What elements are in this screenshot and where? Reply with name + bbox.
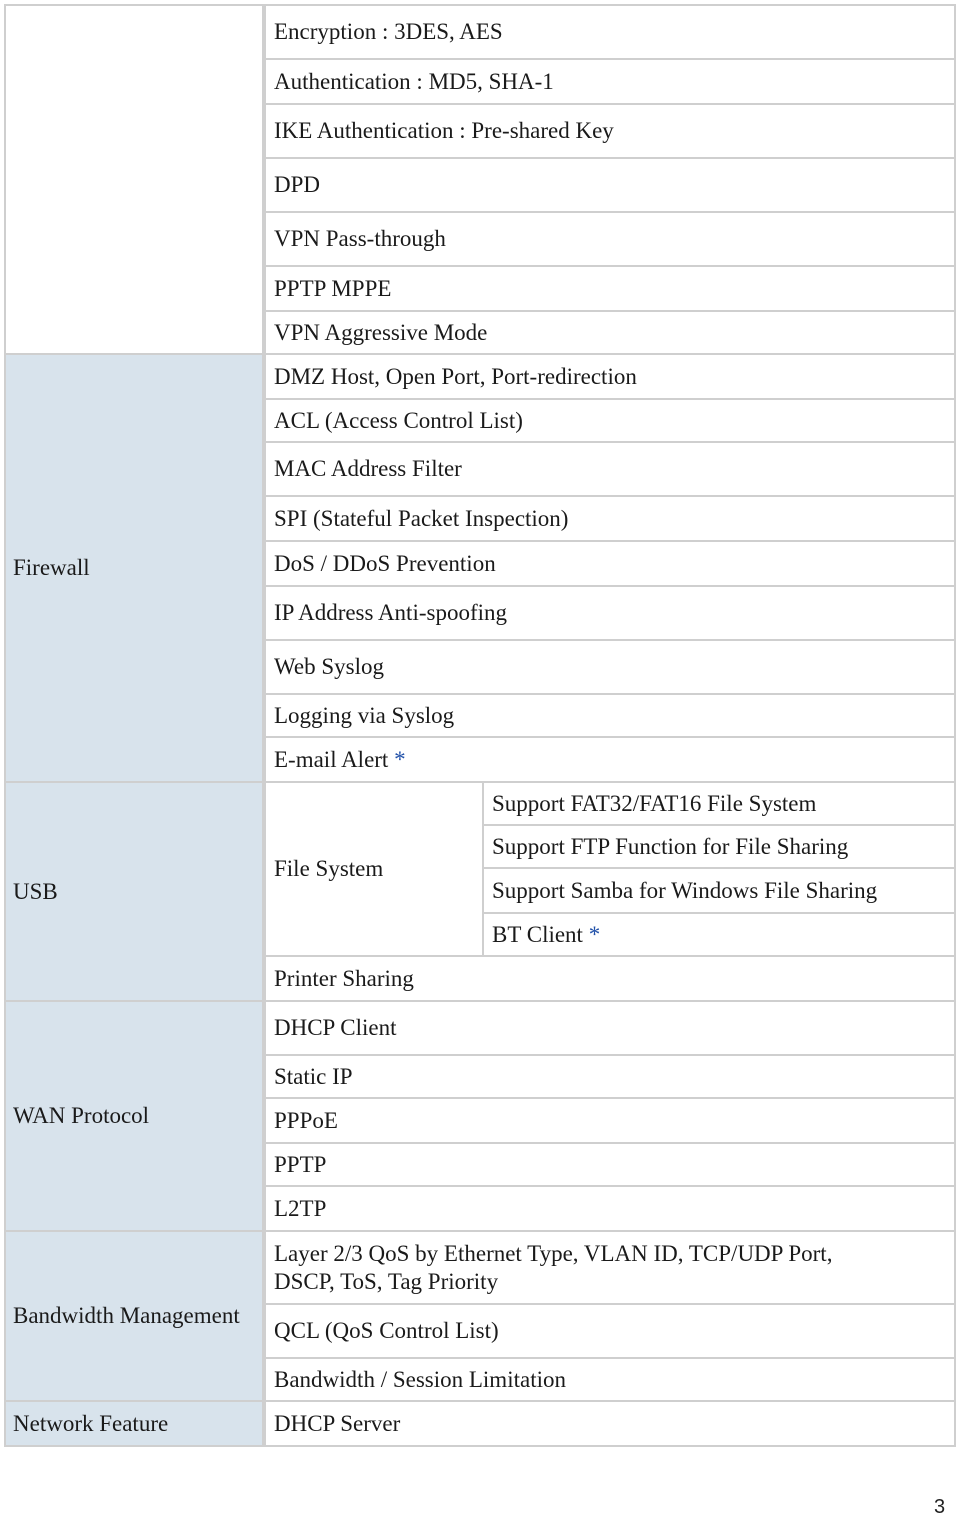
usb-feature-row: Support Samba for Windows File Sharing	[482, 867, 956, 914]
feature-row: MAC Address Filter	[264, 441, 956, 497]
feature-row: Logging via Syslog	[264, 693, 956, 738]
feature-row: ACL (Access Control List)	[264, 398, 956, 443]
category-label: Firewall	[13, 555, 90, 580]
feature-row: E-mail Alert *	[264, 736, 956, 783]
footnote-asterisk: *	[588, 921, 601, 947]
feature-row: SPI (Stateful Packet Inspection)	[264, 495, 956, 542]
category-label: WAN Protocol	[13, 1103, 150, 1128]
feature-row: DMZ Host, Open Port, Port-redirection	[264, 353, 956, 400]
feature-row: IP Address Anti-spoofing	[264, 585, 956, 641]
category-network-feature	[4, 1400, 264, 1447]
category-firewall	[4, 353, 264, 783]
vpn-category-cell	[4, 4, 264, 355]
category-bandwidth-management	[4, 1230, 264, 1402]
feature-row: L2TP	[264, 1185, 956, 1232]
feature-row: VPN Pass-through	[264, 211, 956, 267]
feature-row: DHCP Client	[264, 1000, 956, 1056]
category-wan-protocol	[4, 1000, 264, 1232]
feature-row: Web Syslog	[264, 639, 956, 695]
feature-row: Printer Sharing	[264, 955, 956, 1002]
feature-row: Bandwidth / Session Limitation	[264, 1357, 956, 1402]
feature-row: DHCP Server	[264, 1400, 956, 1447]
feature-row: Layer 2/3 QoS by Ethernet Type, VLAN ID, TCP/UDP Port, DSCP, ToS, Tag Priority	[264, 1230, 956, 1305]
usb-feature-row: Support FAT32/FAT16 File System	[482, 781, 956, 826]
feature-row: PPTP	[264, 1142, 956, 1187]
feature-row: Static IP	[264, 1054, 956, 1099]
usb-feature-row: Support FTP Function for File Sharing	[482, 824, 956, 869]
usb-feature-row: BT Client *	[482, 912, 956, 957]
usb-file-system-cell: File System	[264, 781, 484, 957]
feature-row: QCL (QoS Control List)	[264, 1303, 956, 1359]
page-number: 3	[934, 1496, 946, 1518]
category-label: USB	[13, 878, 58, 904]
feature-row: DoS / DDoS Prevention	[264, 540, 956, 587]
feature-row: PPTP MPPE	[264, 265, 956, 312]
category-label: Bandwidth Management	[13, 1303, 240, 1328]
feature-row: PPPoE	[264, 1097, 956, 1144]
category-label: Network Feature	[13, 1410, 169, 1436]
feature-row: Encryption : 3DES, AES	[264, 4, 956, 60]
category-usb	[4, 781, 264, 1002]
feature-row: IKE Authentication : Pre-shared Key	[264, 103, 956, 159]
feature-row: VPN Aggressive Mode	[264, 310, 956, 355]
feature-row: DPD	[264, 157, 956, 213]
feature-row: Authentication : MD5, SHA-1	[264, 58, 956, 105]
footnote-asterisk: *	[394, 746, 406, 772]
